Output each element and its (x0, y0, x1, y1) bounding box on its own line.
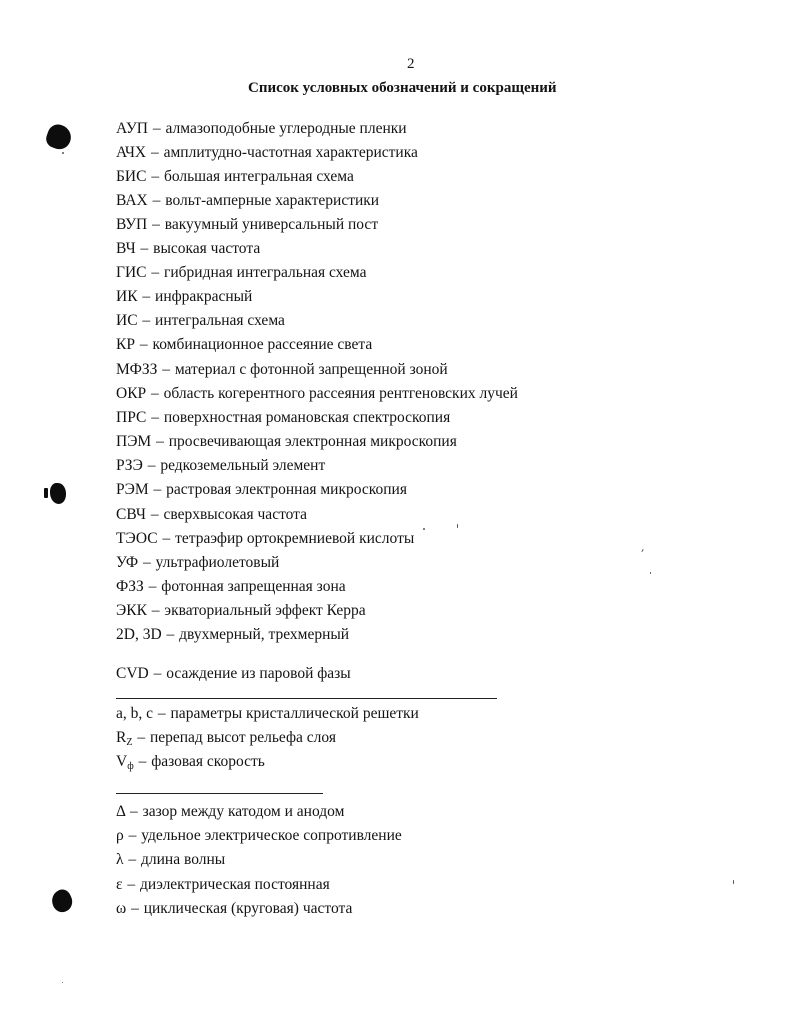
abbr-term: ТЭОС (116, 530, 158, 547)
symbol-term: ρ (116, 827, 124, 844)
abbr-term: ВУП (116, 216, 148, 233)
symbol-term: Δ (116, 803, 126, 820)
symbol-definition: зазор между катодом и анодом (142, 803, 345, 820)
scan-speck (650, 572, 651, 574)
abbr-definition: высокая частота (153, 240, 261, 257)
dash: – (148, 578, 157, 595)
abbr-definition: комбинационное рассеяние света (152, 336, 373, 353)
symbol-item (116, 900, 352, 918)
symbol-item (116, 753, 265, 772)
abbr-term: ПЭМ (116, 433, 152, 450)
section-divider (116, 698, 497, 699)
abbr-term: CVD (116, 665, 149, 682)
abbr-definition: материал с фотонной запрещенной зоной (174, 361, 448, 378)
dash: – (151, 409, 159, 426)
dash: – (142, 312, 151, 329)
scan-blot (48, 887, 75, 915)
abbr-item (116, 192, 379, 210)
dash: – (157, 705, 166, 722)
scan-blot (44, 122, 75, 153)
abbr-term: МФЗЗ (116, 361, 158, 378)
symbol-item (116, 876, 330, 894)
dash: – (166, 626, 175, 643)
abbr-item (116, 530, 414, 548)
abbr-definition: вакуумный универсальный пост (164, 216, 379, 233)
abbr-item (116, 409, 450, 427)
abbr-term: ВАХ (116, 192, 148, 209)
symbol-definition: циклическая (круговая) частота (143, 900, 353, 917)
abbr-definition: фотонная запрещенная зона (161, 578, 346, 595)
abbr-definition: интегральная схема (155, 312, 285, 329)
abbr-term: БИС (116, 168, 147, 185)
dash: – (152, 192, 161, 209)
dash: – (139, 336, 148, 353)
abbr-item (116, 626, 349, 644)
abbr-term: ЭКК (116, 602, 147, 619)
abbr-definition: поверхностная романовская спектроскопия (163, 409, 451, 426)
page-number: 2 (407, 56, 415, 72)
abbr-definition: ультрафиолетовый (155, 554, 280, 571)
abbr-term: СВЧ (116, 506, 146, 523)
abbr-item (116, 240, 260, 258)
dash: – (147, 457, 156, 474)
dash: – (128, 851, 137, 868)
symbol-definition: перепад высот рельефа слоя (149, 729, 336, 746)
symbol-item (116, 705, 419, 723)
symbol-term: ε (116, 876, 123, 893)
symbol-item (116, 827, 402, 845)
dash: – (162, 530, 171, 547)
dash: – (131, 900, 139, 917)
dash: – (150, 144, 159, 161)
dash: – (151, 168, 160, 185)
abbr-definition: алмазоподобные углеродные пленки (165, 120, 407, 137)
symbol-item (116, 851, 225, 869)
dash: – (151, 385, 159, 402)
abbr-term: ОКР (116, 385, 147, 402)
abbr-item (116, 602, 366, 620)
dash: – (152, 120, 161, 137)
abbr-item (116, 578, 346, 596)
dash: – (151, 264, 160, 281)
symbol-subscript: Z (126, 737, 133, 748)
abbr-term: ФЗЗ (116, 578, 144, 595)
abbr-item (116, 264, 367, 282)
abbr-definition: просвечивающая электронная микроскопия (168, 433, 457, 450)
abbr-term: КР (116, 336, 135, 353)
abbr-definition: тетраэфир ортокремниевой кислоты (175, 530, 415, 547)
abbr-term: РЭМ (116, 481, 149, 498)
abbr-item (116, 433, 457, 451)
abbr-definition: редкоземельный элемент (160, 457, 326, 474)
symbol-definition: длина волны (141, 851, 226, 868)
symbol-item (116, 729, 336, 748)
symbol-definition: параметры кристаллической решетки (170, 705, 419, 722)
symbol-definition: фазовая скорость (151, 753, 265, 770)
abbr-term: РЗЭ (116, 457, 143, 474)
dash: – (150, 506, 159, 523)
symbol-term: λ (116, 851, 124, 868)
abbr-definition: сверхвысокая частота (163, 506, 308, 523)
scan-blot (44, 488, 48, 498)
scan-speck (457, 524, 458, 528)
abbr-definition: вольт-амперные характеристики (165, 192, 380, 209)
abbr-item (116, 216, 378, 234)
dash: – (162, 361, 170, 378)
dash: – (151, 602, 160, 619)
abbr-term: ВЧ (116, 240, 136, 257)
abbr-term: АЧХ (116, 144, 147, 161)
scan-speck (62, 982, 63, 983)
symbol-definition: удельное электрическое сопротивление (141, 827, 402, 844)
dash: – (128, 827, 137, 844)
abbr-item (116, 457, 325, 475)
abbr-item (116, 312, 285, 330)
abbr-definition: большая интегральная схема (163, 168, 354, 185)
abbr-definition: амплитудно-частотная характеристика (163, 144, 418, 161)
scan-speck (62, 152, 64, 154)
dash: – (142, 288, 151, 305)
abbr-definition: область когерентного рассеяния рентгеновских лучей (163, 385, 518, 402)
section-divider (116, 793, 323, 794)
scan-blot (50, 483, 66, 504)
symbol-term: ω (116, 900, 127, 917)
dash: – (127, 876, 136, 893)
abbr-item (116, 361, 448, 379)
dash: – (156, 433, 164, 450)
symbol-item (116, 803, 344, 821)
page-title: Список условных обозначений и сокращений (248, 80, 557, 96)
dash: – (137, 729, 146, 746)
abbr-term: ИС (116, 312, 138, 329)
symbol-definition: диэлектрическая постоянная (140, 876, 330, 893)
abbr-item (116, 168, 354, 186)
abbr-term: ГИС (116, 264, 147, 281)
abbr-term: ИК (116, 288, 138, 305)
abbr-item (116, 665, 351, 683)
symbol-subscript: ф (127, 761, 134, 772)
dash: – (138, 753, 147, 770)
abbr-definition: экваториальный эффект Керра (164, 602, 366, 619)
abbr-definition: растровая электронная микроскопия (166, 481, 407, 498)
abbr-item (116, 481, 407, 499)
scan-speck (641, 549, 643, 552)
symbol-term: V (116, 753, 128, 770)
abbr-item (116, 120, 407, 138)
abbr-term: ПРС (116, 409, 147, 426)
dash: – (142, 554, 151, 571)
abbr-definition: двухмерный, трехмерный (179, 626, 350, 643)
abbr-definition: инфракрасный (155, 288, 253, 305)
scan-speck (423, 528, 425, 530)
dash: – (152, 216, 160, 233)
abbr-term: УФ (116, 554, 139, 571)
abbr-definition: осаждение из паровой фазы (166, 665, 351, 682)
dash: – (153, 481, 162, 498)
symbol-term: a, b, c (116, 705, 154, 722)
symbol-term: R (116, 729, 127, 746)
abbr-item (116, 336, 372, 354)
abbr-item (116, 144, 418, 162)
abbr-term: 2D, 3D (116, 626, 162, 643)
abbr-item (116, 506, 307, 524)
abbr-definition: гибридная интегральная схема (164, 264, 367, 281)
abbr-term: АУП (116, 120, 148, 137)
abbr-item (116, 385, 518, 403)
abbr-item (116, 554, 279, 572)
scan-speck (733, 880, 734, 884)
dash: – (140, 240, 149, 257)
dash: – (130, 803, 138, 820)
abbr-item (116, 288, 252, 306)
dash: – (153, 665, 162, 682)
